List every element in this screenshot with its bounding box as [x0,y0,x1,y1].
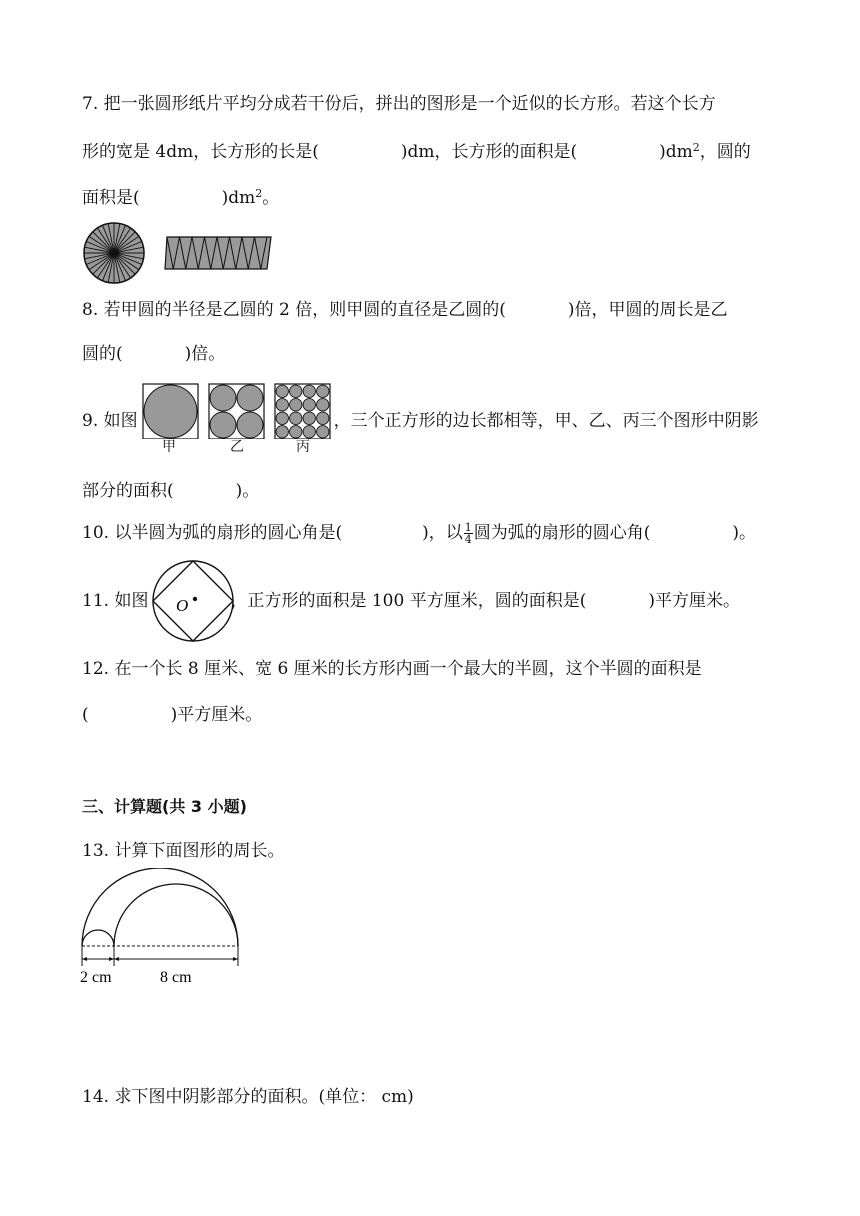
square-yi [209,384,264,439]
label-8cm: 8 cm [160,969,192,986]
label-2cm: 2 cm [80,969,112,986]
superscript-2: 2 [692,141,700,154]
label-jia: 甲 [162,439,176,455]
q8-line2-b: )倍。 [184,344,226,364]
semicircles-figure [76,868,246,988]
q7-line2-b: )dm，长方形的面积是( [400,142,578,162]
q8-line2 [82,343,225,365]
superscript-2: 2 [255,187,263,200]
q8-line2-a: 圆的( [82,344,123,364]
q7-line3-a: 面积是( [82,188,140,208]
q10-d: )。 [732,523,756,543]
square-bing [275,384,330,439]
q11-suffix-b: )平方厘米。 [648,591,740,611]
q12-line2-b: )平方厘米。 [170,705,263,725]
q7-line2 [82,141,751,163]
q12-line1: 12. 在一个长 8 厘米、宽 6 厘米的长方形内画一个最大的半圆，这个半圆的面积是 [82,659,702,679]
q7-line1: 7. 把一张圆形纸片平均分成若干份后，拼出的图形是一个近似的长方形。若这个长方 [82,94,716,114]
q9-line2-a: 部分的面积( [82,481,174,501]
q8-line1-a: 8. 若甲圆的半径是乙圆的 2 倍，则甲圆的直径是乙圆的( [82,300,506,320]
q7-line3 [82,187,279,209]
q7-line3-c: 。 [262,188,280,208]
q12-line2 [82,704,262,726]
three-squares-figure [142,383,332,439]
q7-line3-b: )dm [221,188,256,208]
circle-with-square-figure [151,558,237,644]
center-label: O [176,596,189,615]
q13-text: 13. 计算下面图形的周长。 [82,841,285,861]
q9-line2-b: )。 [235,481,260,501]
q14-text: 14. 求下图中阴影部分的面积。(单位： cm) [82,1087,414,1107]
q7-line2-d: ，圆的 [699,142,751,162]
square-jia [143,384,198,439]
q10-line [82,522,756,545]
q8-line1 [82,299,728,321]
q9-suffix: ，三个正方形的边长都相等，甲、乙、丙三个图形中阴影 [333,411,759,431]
q7-line2-c: )dm [659,142,693,162]
section-heading: 三、计算题(共 3 小题) [82,797,247,816]
fraction-one-quarter: $\frac{1}{4}$ [464,521,472,546]
q10-b: )，以 [422,523,463,543]
q11-prefix: 11. 如图 [82,591,149,611]
q9-line2 [82,480,259,502]
q10-a: 10. 以半圆为弧的扇形的圆心角是( [82,523,343,543]
q10-c: 圆为弧的扇形的圆心角( [473,523,651,543]
q9-prefix: 9. 如图 [82,411,138,431]
approximate-rectangle-figure [163,235,273,271]
sectored-circle-figure [81,222,147,284]
q8-line1-b: )倍，甲圆的周长是乙 [567,300,728,320]
q12-line2-a: ( [82,705,89,725]
label-bing: 丙 [296,439,310,455]
q11-suffix-a: ，正方形的面积是 100 平方厘米，圆的面积是( [230,591,587,611]
q7-line2-a: 形的宽是 4dm，长方形的长是( [82,142,319,162]
label-yi: 乙 [230,439,244,455]
